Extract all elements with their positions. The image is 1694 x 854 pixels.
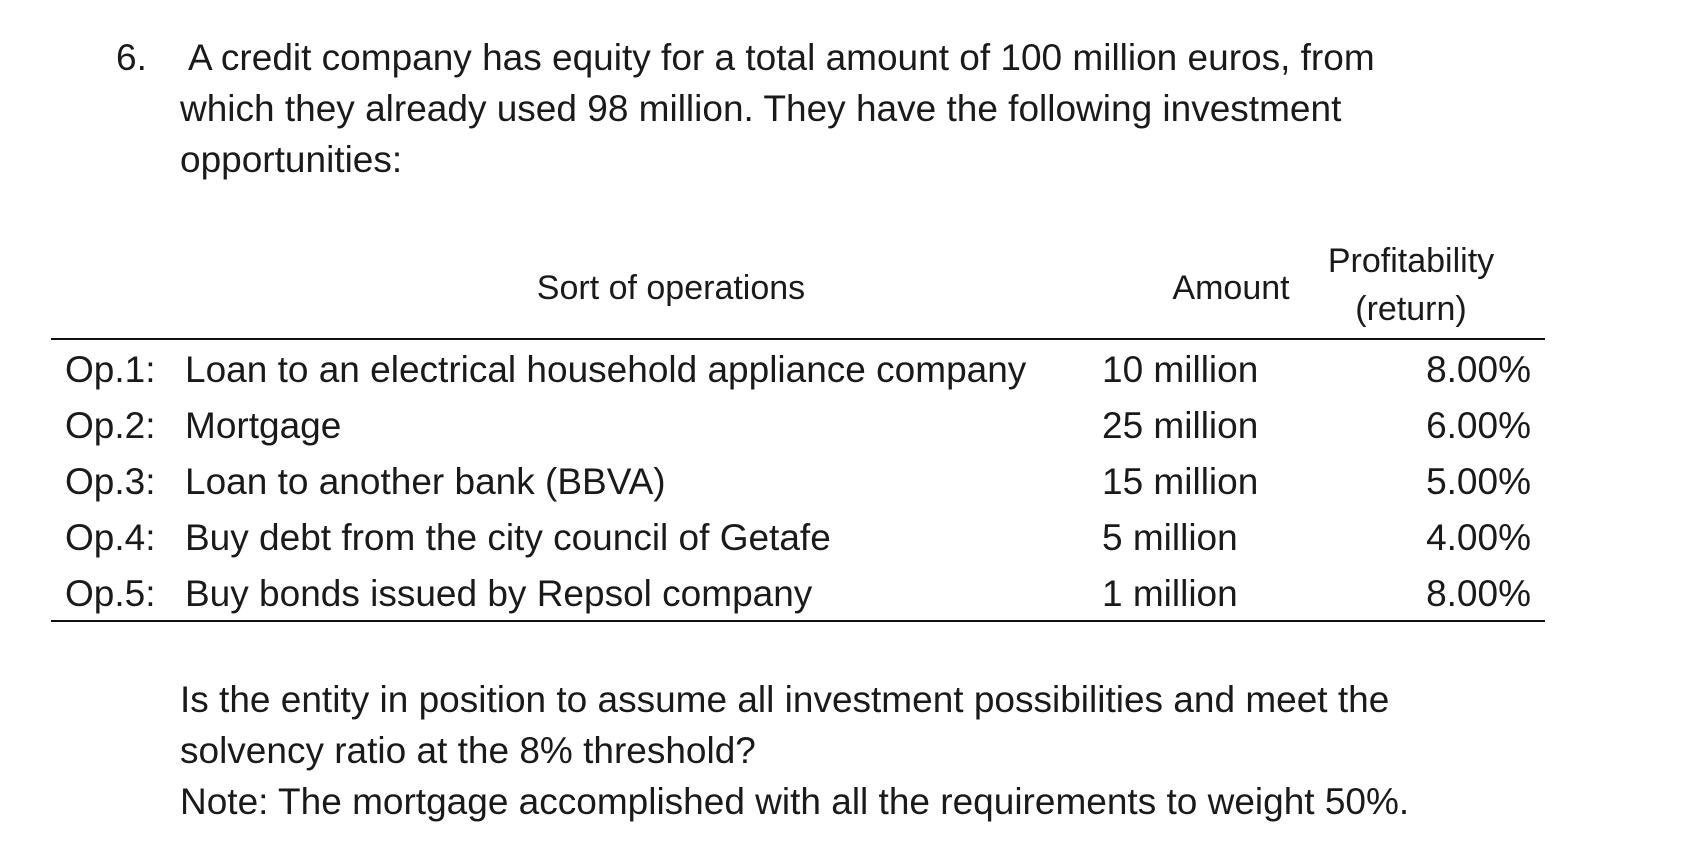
row-amount: 10 million [1102,349,1259,390]
row-return: 5.00% [1426,461,1531,502]
operations-table [51,230,1545,620]
row-description: Mortgage [185,405,342,446]
closing-line: Is the entity in position to assume all investment possibilities and meet the [180,679,1390,720]
row-description: Loan to an electrical household appliance company [185,349,1027,390]
question-number: 6. [116,37,147,78]
intro-line: which they already used 98 million. They have the following investment [180,88,1342,129]
row-amount: 15 million [1102,461,1259,502]
row-amount: 25 million [1102,405,1259,446]
row-id: Op.2: [65,405,156,446]
row-return: 6.00% [1426,405,1531,446]
row-return: 8.00% [1426,573,1531,614]
intro-line: A credit company has equity for a total amount of 100 million euros, from [188,37,1375,78]
closing-question [180,674,1580,827]
row-id: Op.3: [65,461,156,502]
row-id: Op.5: [65,573,156,614]
table-row [51,342,1545,398]
row-description: Loan to another bank (BBVA) [185,461,666,502]
row-amount: 5 million [1102,517,1238,558]
table-body [51,340,1545,622]
table-row [51,454,1545,510]
header-profitability-line1: Profitability [1327,242,1495,280]
table-row [51,566,1545,622]
header-profitability-line2: (return) [1355,290,1467,328]
row-return: 4.00% [1426,517,1531,558]
intro-line: opportunities: [180,139,403,180]
header-amount: Amount [1172,269,1290,307]
row-return: 8.00% [1426,349,1531,390]
row-description: Buy bonds issued by Repsol company [185,573,813,614]
closing-note: Note: The mortgage accomplished with all the requirements to weight 50%. [180,781,1410,822]
row-description: Buy debt from the city council of Getafe [185,517,831,558]
row-id: Op.1: [65,349,156,390]
row-id: Op.4: [65,517,156,558]
header-operations: Sort of operations [536,269,806,307]
question-intro [180,32,1480,185]
closing-line: solvency ratio at the 8% threshold? [180,730,756,771]
table-row [51,510,1545,566]
table-row [51,398,1545,454]
row-amount: 1 million [1102,573,1238,614]
header-profitability [1291,237,1531,333]
table-header [51,230,1545,340]
